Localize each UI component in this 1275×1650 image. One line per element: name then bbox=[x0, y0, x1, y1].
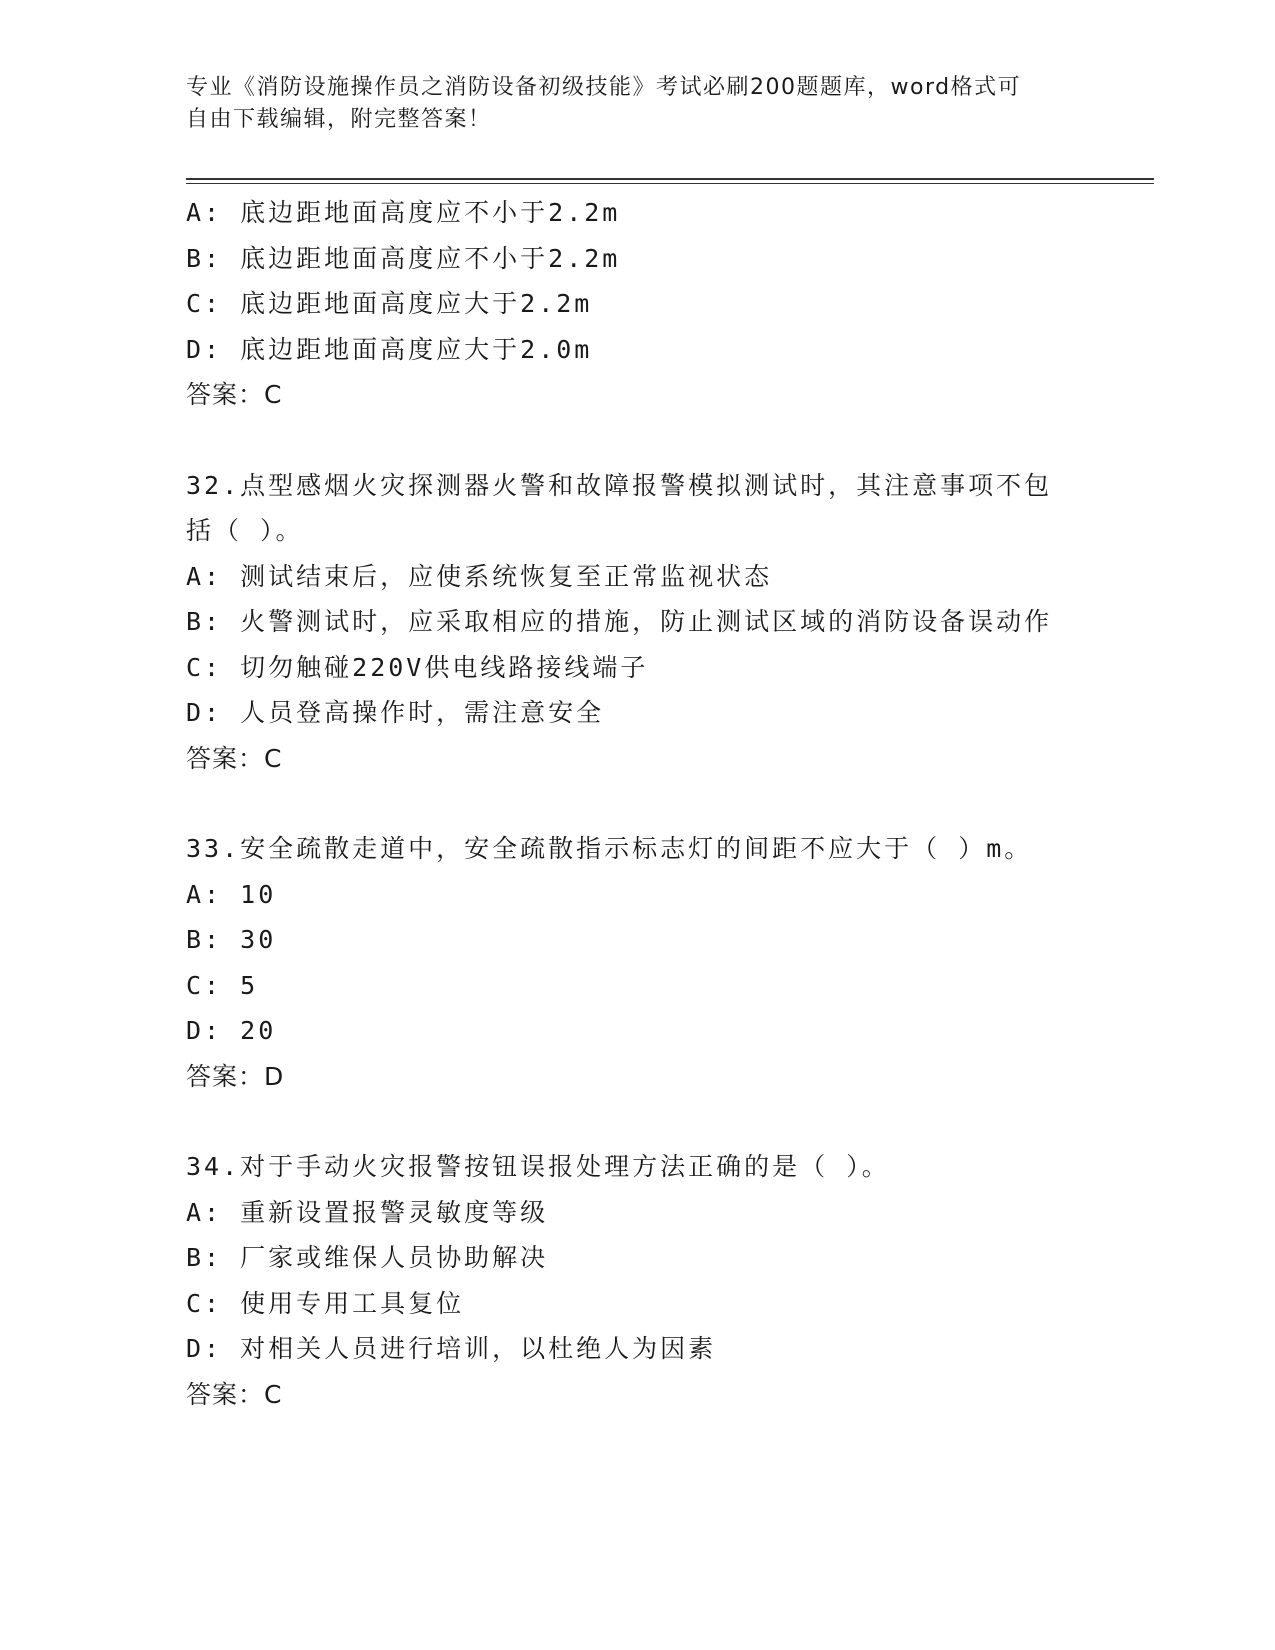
answer: 答案：C bbox=[186, 743, 283, 773]
option-a: A: 重新设置报警灵敏度等级 bbox=[186, 1197, 549, 1227]
spacer bbox=[186, 781, 1086, 826]
page-header bbox=[186, 72, 1066, 136]
spacer bbox=[186, 418, 1086, 463]
option-d: D: 底边距地面高度应大于2.0m bbox=[186, 334, 593, 364]
question-32 bbox=[186, 463, 1086, 782]
option-a: A: 测试结束后，应使系统恢复至正常监视状态 bbox=[186, 561, 773, 591]
option-b: B: 30 bbox=[186, 925, 277, 954]
option-c: C: 5 bbox=[186, 970, 259, 1000]
option-d: D: 对相关人员进行培训，以杜绝人为因素 bbox=[186, 1334, 717, 1363]
header-line-1: 专业《消防设施操作员之消防设备初级技能》考试必刷200题题库，word格式可 bbox=[186, 75, 1022, 100]
question-34 bbox=[186, 1144, 1086, 1417]
header-rule-thick bbox=[186, 178, 1154, 180]
option-b: B: 厂家或维保人员协助解决 bbox=[186, 1243, 549, 1272]
option-c: C: 底边距地面高度应大于2.2m bbox=[186, 289, 593, 318]
option-c: C: 切勿触碰220V供电线路接线端子 bbox=[186, 652, 649, 682]
answer: 答案：D bbox=[186, 1061, 285, 1091]
option-a: A: 10 bbox=[186, 879, 277, 909]
question-title-line-2: 括（ ）。 bbox=[186, 516, 304, 545]
option-b: B: 底边距地面高度应不小于2.2m bbox=[186, 243, 621, 273]
question-31 bbox=[186, 190, 1086, 418]
option-b: B: 火警测试时，应采取相应的措施，防止测试区域的消防设备误动作 bbox=[186, 607, 1053, 636]
option-d: D: 20 bbox=[186, 1016, 277, 1045]
option-d: D: 人员登高操作时，需注意安全 bbox=[186, 698, 605, 727]
answer: 答案：C bbox=[186, 1379, 283, 1409]
spacer bbox=[186, 1099, 1086, 1144]
question-title-line-1: 32.点型感烟火灾探测器火警和故障报警模拟测试时，其注意事项不包 bbox=[186, 470, 1053, 500]
option-c: C: 使用专用工具复位 bbox=[186, 1288, 465, 1318]
header-line-2: 自由下载编辑，附完整答案！ bbox=[186, 107, 492, 132]
header-rule-thin bbox=[186, 183, 1154, 184]
answer: 答案：C bbox=[186, 380, 283, 409]
question-title: 33.安全疏散走道中，安全疏散指示标志灯的间距不应大于（ ）m。 bbox=[186, 834, 1033, 863]
question-list bbox=[186, 190, 1086, 1417]
option-a: A: 底边距地面高度应不小于2.2m bbox=[186, 198, 621, 227]
question-33 bbox=[186, 826, 1086, 1099]
question-title: 34.对于手动火灾报警按钮误报处理方法正确的是（ ）。 bbox=[186, 1152, 890, 1181]
